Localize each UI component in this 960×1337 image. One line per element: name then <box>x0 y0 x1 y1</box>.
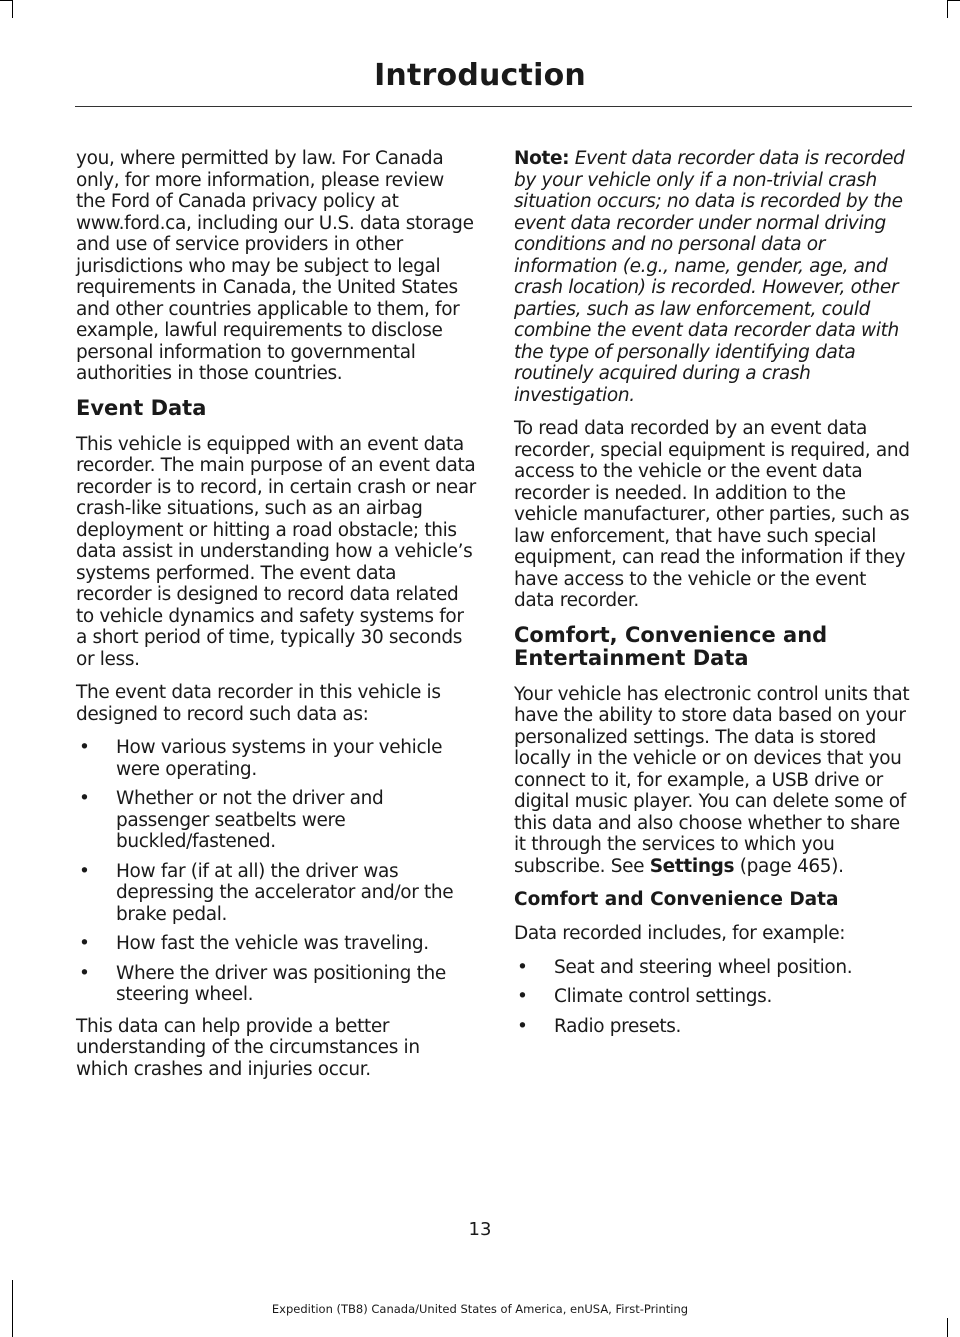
crop-mark-top-left <box>0 0 12 1</box>
event-data-paragraph-3: This data can help provide a better understanding of the circumstances in which crashes and injuries occur. <box>76 1015 420 1080</box>
comfort-text: Your vehicle has electronic control units that have the ability to store data based on your personalized settings. The data is stored locally in the vehicle or on devices that you connect to it, for example, a USB drive or digital music player. You can delete some of this data and also choose whether to share it through the services to which you subscribe. See <box>514 683 910 877</box>
event-data-list <box>76 737 476 1006</box>
comfort-paragraph <box>514 684 910 878</box>
comfort-convenience-list <box>514 957 910 1038</box>
list-item: • How fast the vehicle was traveling. <box>76 933 476 955</box>
list-item: • Climate control settings. <box>514 986 910 1008</box>
list-item: • Seat and steering wheel position. <box>514 957 910 979</box>
footer-text: Expedition (TB8) Canada/United States of America, enUSA, First-Printing <box>271 1302 689 1316</box>
event-data-paragraph-1: This vehicle is equipped with an event data recorder. The main purpose of an event data recorder is to record, in certain crash or near crash-like situations, such as an airbag deployment or hitting a road obstacle; this data assist in understanding how a vehicle’s systems performed. The event data recorder is designed to record data related to vehicle dynamics and safety systems for a short period of time, typically 30 seconds or less. <box>76 433 476 670</box>
event-data-heading: Event Data <box>76 395 207 420</box>
settings-link[interactable]: Settings <box>649 855 735 877</box>
list-item: • How various systems in your vehicle were operating. <box>76 737 476 780</box>
list-item: • Whether or not the driver and passenger seatbelts were buckled/fastened. <box>76 788 476 853</box>
crop-mark-top-right <box>948 0 960 1</box>
right-column <box>514 148 910 1047</box>
list-item: • How far (if at all) the driver was depressing the accelerator and/or the brake pedal. <box>76 861 476 926</box>
crop-mark-top-left-v <box>12 0 13 18</box>
crop-mark-top-right-v <box>947 0 948 18</box>
comfort-convenience-paragraph: Data recorded includes, for example: <box>514 923 846 944</box>
note-body: Event data recorder data is recorded by your vehicle only if a non-trivial crash situation occurs; no data is recorded by the event data recorder under normal driving conditions and no personal data or information (e.g., name, gender, age, and crash location) is recorded. However, other parties, such as law enforcement, could combine the event data recorder data with the type of personally identifying data routinely acquired during a crash investigation. <box>514 148 905 406</box>
comfort-page-ref: (page 465). <box>734 855 844 877</box>
list-item: • Where the driver was positioning the steering wheel. <box>76 963 476 1006</box>
intro-paragraph: you, where permitted by law. For Canada only, for more information, please review the Ford of Canada privacy policy at www.ford.ca, including our U.S. data storage and use of service providers in other jurisdictions who may be subject to legal requirements in Canada, the United States and other countries applicable to them, for example, lawful requirements to disclose personal information to governmental authorities in those countries. <box>76 148 474 384</box>
page-number: 13 <box>468 1219 492 1240</box>
comfort-convenience-subheading: Comfort and Convenience Data <box>514 889 839 910</box>
crop-mark-bottom-right <box>947 1318 948 1337</box>
list-item: • Radio presets. <box>514 1016 910 1038</box>
header-divider <box>75 106 912 107</box>
note-paragraph <box>514 148 910 406</box>
note-label: Note: <box>514 148 570 169</box>
page-title: Introduction <box>374 58 586 93</box>
comfort-entertainment-heading: Comfort, Convenience and Entertainment Data <box>514 622 828 670</box>
read-data-paragraph: To read data recorded by an event data recorder, special equipment is required, and access to the vehicle or the event data recorder is needed. In addition to the vehicle manufacturer, other parties, such as law enforcement, that have such special equipment, can read the information if they have access to the vehicle or the event data recorder. <box>514 418 910 611</box>
left-column <box>76 148 476 1092</box>
event-data-paragraph-2: The event data recorder in this vehicle is designed to record such data as: <box>76 682 441 725</box>
